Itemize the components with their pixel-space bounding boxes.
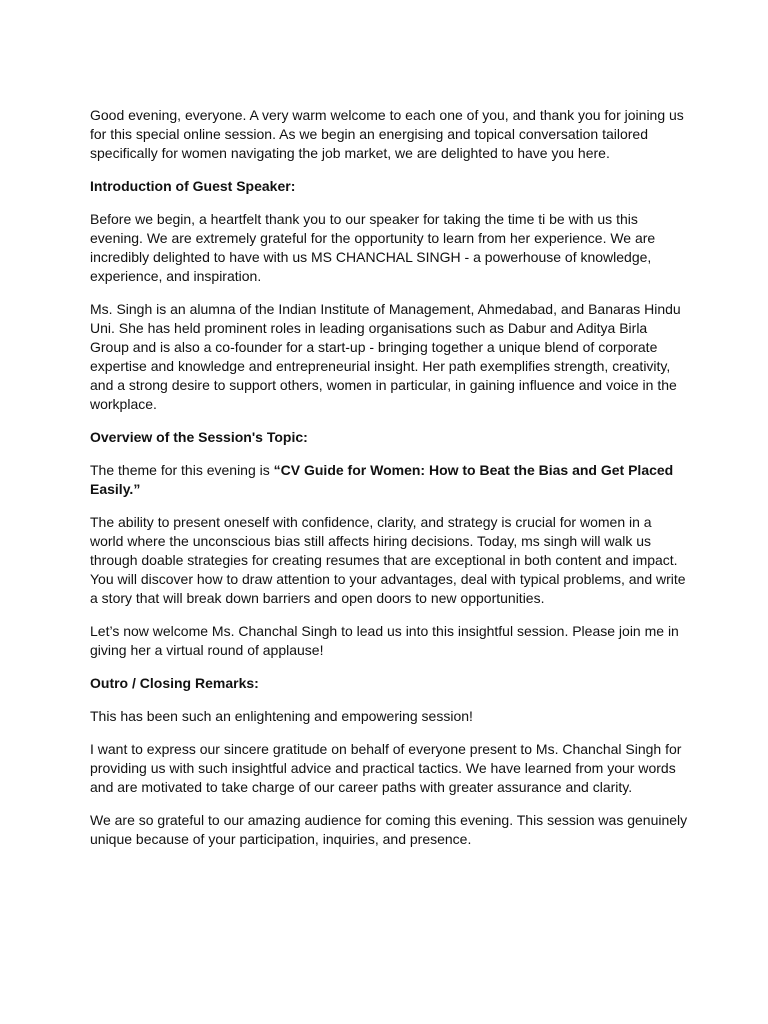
outro-heading: Outro / Closing Remarks: [90, 675, 259, 691]
document-page [90, 106, 688, 863]
outro-paragraph-1: This has been such an enlightening and empowering session! [90, 708, 473, 724]
theme-paragraph [90, 461, 688, 499]
welcome-paragraph: Good evening, everyone. A very warm welcome to each one of you, and thank you for joining us for this special online session. As we begin an energising and topical conversation tailored specifically for women navigating the job market, we are delighted to have you here. [90, 107, 684, 161]
intro-heading: Introduction of Guest Speaker: [90, 178, 296, 194]
intro-paragraph-bio: Ms. Singh is an alumna of the Indian Institute of Management, Ahmedabad, and Banaras Hindu Uni. She has held prominent roles in leading organisations such as Dabur and Aditya Birla Group and is also a co-founder for a start-up - bringing together a unique blend of corporate expertise and knowledge and entrepreneurial insight. Her path exemplifies strength, creativity, and a strong desire to support others, women in particular, in gaining influence and voice in the workplace. [90, 301, 681, 412]
theme-prefix: The theme for this evening is [90, 462, 274, 478]
intro-paragraph-thanks: Before we begin, a heartfelt thank you to our speaker for taking the time ti be with us this evening. We are extremely grateful for the opportunity to learn from her experience. We are incredibly delighted to have with us MS CHANCHAL SINGH - a powerhouse of knowledge, experience, and inspiration. [90, 211, 656, 284]
outro-paragraph-2: I want to express our sincere gratitude on behalf of everyone present to Ms. Chanchal Singh for providing us with such insightful advice and practical tactics. We have learned from your words and are motivated to take charge of our career paths with greater assurance and clarity. [90, 741, 682, 795]
overview-heading: Overview of the Session's Topic: [90, 429, 308, 445]
overview-paragraph: The ability to present oneself with confidence, clarity, and strategy is crucial for women in a world where the unconscious bias still affects hiring decisions. Today, ms singh will walk us through doable strategies for creating resumes that are exceptional in both content and impact. You will discover how to draw attention to your advantages, deal with typical problems, and write a story that will break down barriers and open doors to new opportunities. [90, 514, 686, 606]
outro-paragraph-3: We are so grateful to our amazing audience for coming this evening. This session was genuinely unique because of your participation, inquiries, and presence. [90, 812, 688, 847]
welcome-speaker-paragraph: Let’s now welcome Ms. Chanchal Singh to lead us into this insightful session. Please join me in giving her a virtual round of applause! [90, 623, 679, 658]
theme-title: “CV Guide for Women: How to Beat the Bias and Get Placed Easily.” [90, 462, 674, 497]
